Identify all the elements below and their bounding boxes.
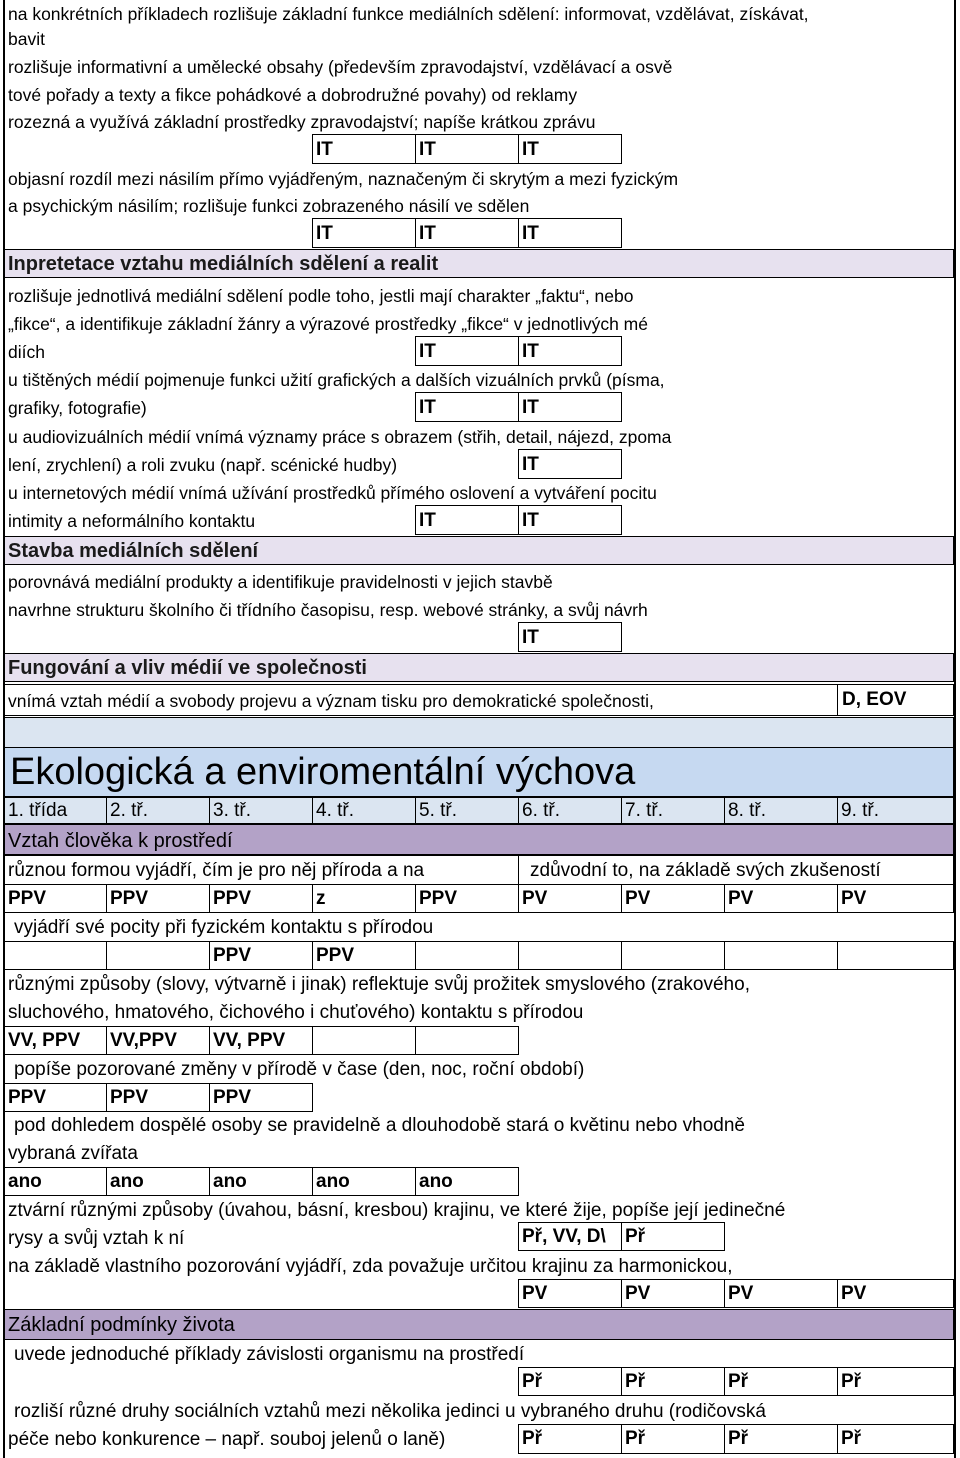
grade-header: 6. tř.	[522, 800, 561, 821]
outcome-text: zdůvodní to, na základě svých zkušeností	[530, 860, 881, 881]
grade-header: 8. tř.	[728, 800, 767, 821]
code-cell: IT	[316, 139, 333, 160]
text-line: a psychickým násilím; rozlišuje funkci zobrazeného násilí ve sdělen	[8, 196, 530, 216]
outcome-text: vyjádří své pocity při fyzickém kontaktu s přírodou	[14, 917, 434, 938]
outcome-text: rysy a svůj vztah k ní	[8, 1228, 185, 1249]
text-line: vnímá vztah médií a svobody projevu a význam tisku pro demokratické společnosti,	[8, 691, 654, 711]
code-cell: PV	[522, 1283, 548, 1304]
text-line: rozezná a využívá základní prostředky zpravodajství; napíše krátkou zprávu	[8, 112, 596, 132]
code-cell: PV	[841, 1283, 867, 1304]
code-cell: PPV	[110, 1087, 149, 1108]
code-cell: VV, PPV	[213, 1030, 286, 1051]
code-row	[4, 941, 954, 970]
text-line: navrhne strukturu školního či třídního časopisu, resp. webové stránky, a svůj návrh	[8, 600, 648, 620]
text-line: diích	[8, 342, 45, 362]
section-heading: Základní podmínky života	[8, 1314, 235, 1336]
code-cell: IT	[522, 139, 539, 160]
code-cell: IT	[522, 223, 539, 244]
text-line: „fikce“, a identifikuje základní žánry a výrazové prostředky „fikce“ v jednotlivých mé	[8, 314, 648, 334]
code-cell: IT	[419, 341, 436, 362]
code-cell: ano	[316, 1171, 350, 1192]
outcome-text: ztvární různými způsoby (úvahou, básní, kresbou) krajinu, ve které žije, popíše její jedinečné	[8, 1200, 786, 1221]
code-cell: PV	[522, 888, 548, 909]
code-cell: IT	[522, 627, 539, 648]
code-cell: IT	[316, 223, 333, 244]
text-line: porovnává mediální produkty a identifikuje pravidelnosti v jejich stavbě	[8, 572, 553, 592]
text-line: na konkrétních příkladech rozlišuje základní funkce mediálních sdělení: informovat, vzdělávat, získávat,	[8, 4, 809, 24]
code-cell: PPV	[110, 888, 149, 909]
grade-header: 3. tř.	[213, 800, 252, 821]
text-line: rozlišuje jednotlivá mediální sdělení podle toho, jestli mají charakter „faktu“, nebo	[8, 286, 634, 306]
outcome-text: na základě vlastního pozorování vyjádří, zda považuje určitou krajinu za harmonickou,	[8, 1256, 733, 1277]
code-cells	[312, 134, 622, 164]
text-line: objasní rozdíl mezi násilím přímo vyjádřeným, naznačeným či skrytým a mezi fyzickým	[8, 169, 679, 189]
code-cell: Př	[728, 1371, 749, 1392]
code-cell: VV,PPV	[110, 1030, 177, 1051]
code-cell: IT	[522, 454, 539, 475]
grade-header: 5. tř.	[419, 800, 458, 821]
outcome-text: uvede jednoduché příklady závislosti organismu na prostředí	[14, 1344, 525, 1365]
text-line: u tištěných médií pojmenuje funkci užití grafických a dalších vizuálních prvků (písma,	[8, 370, 665, 390]
code-cell: IT	[419, 510, 436, 531]
code-cell: ano	[213, 1171, 247, 1192]
outcome-text: vybraná zvířata	[8, 1143, 138, 1164]
section-heading: Inpretetace vztahu mediálních sdělení a realit	[8, 253, 439, 275]
code-cell: PPV	[419, 888, 458, 909]
code-cell: Př	[625, 1226, 646, 1247]
code-cell: Př	[625, 1371, 646, 1392]
code-cell: PV	[841, 888, 867, 909]
code-cell: ano	[419, 1171, 453, 1192]
text-line: grafiky, fotografie)	[8, 398, 147, 418]
spacer-band	[4, 717, 954, 748]
code-cell: PV	[728, 1283, 754, 1304]
code-cell: PPV	[8, 1087, 47, 1108]
code-cell: PV	[625, 888, 651, 909]
code-cell: IT	[522, 341, 539, 362]
section-heading: Fungování a vliv médií ve společnosti	[8, 657, 367, 679]
code-cell: Př	[625, 1428, 646, 1449]
section-heading: Stavba mediálních sdělení	[8, 540, 259, 562]
code-cell: IT	[419, 223, 436, 244]
code-cell: PPV	[316, 945, 355, 966]
code-cell: Př	[522, 1371, 543, 1392]
section-heading: Vztah člověka k prostředí	[8, 830, 233, 852]
outcome-text: různými způsoby (slovy, výtvarně i jinak) reflektuje svůj prožitek smyslového (zrakového,	[8, 974, 750, 995]
code-cell: z	[316, 888, 326, 909]
outcome-text: péče nebo konkurence – např. souboj jelenů o laně)	[8, 1429, 446, 1450]
code-cell: PV	[625, 1283, 651, 1304]
text-line: u audiovizuálních médií vnímá významy práce s obrazem (střih, detail, nájezd, zpoma	[8, 427, 672, 447]
text-line: tové pořady a texty a fikce pohádkové a dobrodružné povahy) od reklamy	[8, 85, 578, 105]
outcome-text: různou formou vyjádří, čím je pro něj příroda a na	[8, 860, 425, 881]
code-cell: VV, PPV	[8, 1030, 81, 1051]
outcome-text: pod dohledem dospělé osoby se pravidelně a dlouhodobě stará o květinu nebo vhodně	[14, 1115, 745, 1136]
text-line: bavit	[8, 29, 45, 49]
outcome-text: sluchového, hmatového, čichového i chuťového) kontaktu s přírodou	[8, 1002, 584, 1023]
code-cells	[312, 218, 622, 248]
code-cell: Př	[841, 1428, 862, 1449]
code-cell: PPV	[8, 888, 47, 909]
text-line: lení, zrychlení) a roli zvuku (např. scénické hudby)	[8, 455, 398, 475]
grade-header: 7. tř.	[625, 800, 664, 821]
code-cell: PV	[728, 888, 754, 909]
code-cell: ano	[8, 1171, 42, 1192]
grade-header: 9. tř.	[841, 800, 880, 821]
grade-header: 4. tř.	[316, 800, 355, 821]
eco-title: Ekologická a enviromentální výchova	[10, 751, 636, 793]
code-cell: ano	[110, 1171, 144, 1192]
grade-header: 1. třída	[8, 800, 68, 821]
outcome-text: popíše pozorované změny v přírodě v čase (den, noc, roční období)	[14, 1059, 585, 1080]
code-cell: IT	[522, 397, 539, 418]
grade-header: 2. tř.	[110, 800, 149, 821]
code-row	[4, 1083, 313, 1112]
code-cell: D, EOV	[842, 689, 907, 710]
code-cell: Př	[728, 1428, 749, 1449]
code-cell: Př	[522, 1428, 543, 1449]
outcome-text: rozliší různé druhy sociálních vztahů mezi několika jedinci u vybraného druhu (rodičovská	[14, 1401, 766, 1422]
code-cell: IT	[419, 397, 436, 418]
text-line: rozlišuje informativní a umělecké obsahy (především zpravodajství, vzdělávací a osvě	[8, 57, 673, 77]
code-cell: PPV	[213, 888, 252, 909]
code-cell: IT	[419, 139, 436, 160]
code-cell: PPV	[213, 1087, 252, 1108]
code-cell: Př	[841, 1371, 862, 1392]
text-line: intimity a neformálního kontaktu	[8, 511, 256, 531]
code-cell: IT	[522, 510, 539, 531]
text-line: u internetových médií vnímá užívání prostředků přímého oslovení a vytváření pocitu	[8, 483, 657, 503]
code-cell: Př, VV, D\	[522, 1226, 606, 1247]
code-cell: PPV	[213, 945, 252, 966]
